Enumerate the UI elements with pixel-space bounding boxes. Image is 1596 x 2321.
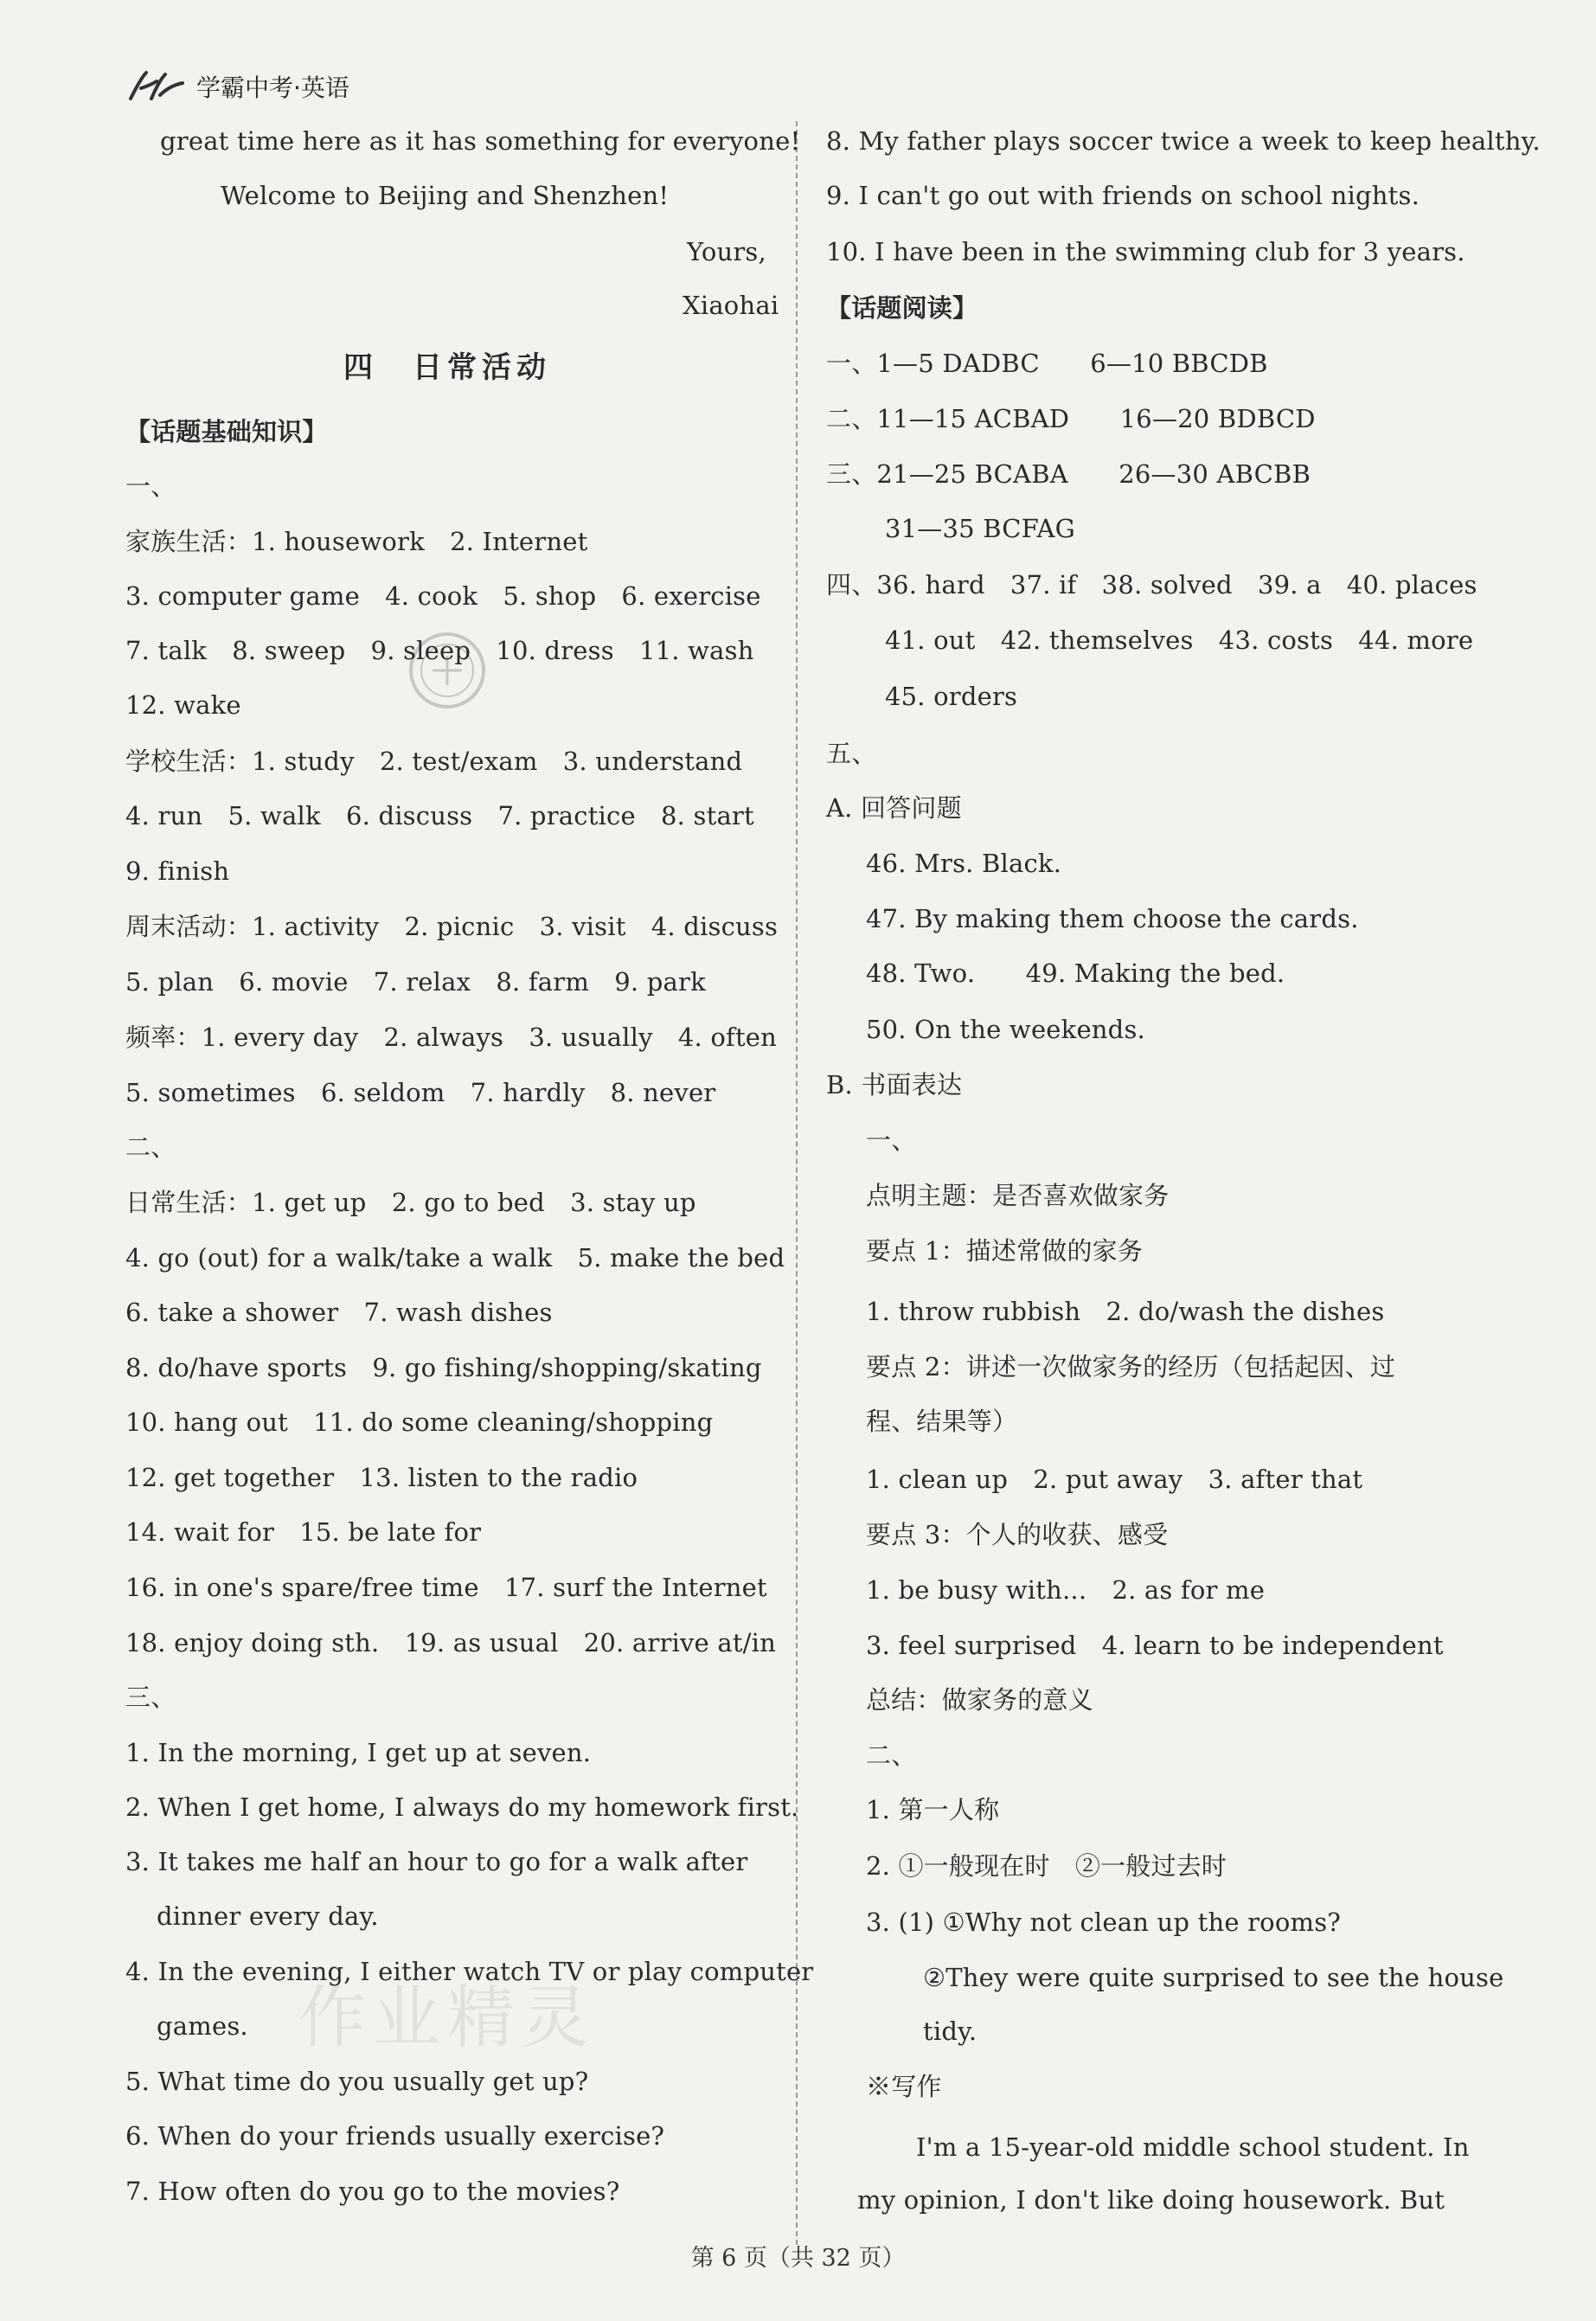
outline-line: tidy.: [923, 2016, 977, 2046]
vocab-line: 学校生活：1. study 2. test/exam 3. understand: [125, 747, 743, 776]
outline-line: 1. be busy with... 2. as for me: [866, 1575, 1266, 1605]
sentence-line: 9. I can't go out with friends on school nights.: [826, 181, 1420, 210]
subsection-heading: B. 书面表达: [826, 1070, 963, 1100]
outline-line: 点明主题：是否喜欢做家务: [866, 1181, 1170, 1210]
sentence-line: 8. My father plays soccer twice a week to keep healthy.: [826, 126, 1541, 156]
topic-heading: 【话题基础知识】: [125, 417, 328, 446]
answer-line: 47. By making them choose the cards.: [866, 904, 1359, 933]
watermark: 作业精灵: [298, 1979, 597, 2057]
vocab-line: 4. run 5. walk 6. discuss 7. practice 8. start: [125, 801, 754, 830]
phrase-line: 14. wait for 15. be late for: [125, 1517, 482, 1547]
part-heading: 五、: [826, 739, 877, 768]
phrase-line: 日常生活：1. get up 2. go to bed 3. stay up: [125, 1188, 696, 1217]
outline-line: 要点 1：描述常做的家务: [866, 1236, 1144, 1266]
answer-line: 二、11—15 ACBAD 16—20 BDBCD: [826, 404, 1316, 433]
essay-line: my opinion, I don't like doing housework. But: [857, 2185, 1445, 2215]
outline-line: 要点 3：个人的收获、感受: [866, 1520, 1169, 1549]
essay-line: I'm a 15-year-old middle school student. In: [916, 2132, 1470, 2162]
book-title: 学霸中考·英语: [196, 74, 349, 102]
vocab-line: 7. talk 8. sweep 9. sleep 10. dress 11. wash: [125, 636, 754, 665]
vocab-line: 5. plan 6. movie 7. relax 8. farm 9. park: [125, 967, 706, 997]
phrase-line: 18. enjoy doing sth. 19. as usual 20. arrive at/in: [125, 1628, 777, 1657]
phrase-line: 8. do/have sports 9. go fishing/shopping/skating: [125, 1353, 762, 1382]
letter-signature: Xiaohai: [683, 291, 779, 320]
letter-line: Welcome to Beijing and Shenzhen!: [221, 181, 670, 210]
subsection-heading: A. 回答问题: [826, 793, 962, 823]
outline-line: 1. clean up 2. put away 3. after that: [866, 1465, 1363, 1494]
sentence-line: 5. What time do you usually get up?: [125, 2067, 589, 2096]
phrase-line: 12. get together 13. listen to the radio: [125, 1463, 638, 1492]
phrase-line: 6. take a shower 7. wash dishes: [125, 1298, 553, 1327]
outline-line: 程、结果等）: [866, 1407, 1018, 1436]
answer-line: 四、36. hard 37. if 38. solved 39. a 40. places: [826, 570, 1477, 599]
outline-line: 3. (1) ①Why not clean up the rooms?: [866, 1907, 1342, 1937]
sentence-line: 7. How often do you go to the movies?: [125, 2177, 620, 2206]
topic-heading: 【话题阅读】: [826, 293, 978, 323]
writing-heading: ※写作: [866, 2072, 942, 2101]
page-number: 第 6 页（共 32 页）: [690, 2245, 906, 2272]
answer-line: 一、1—5 DADBC 6—10 BBCDB: [826, 349, 1268, 378]
sentence-line: games.: [157, 2011, 248, 2041]
answer-line: 三、21—25 BCABA 26—30 ABCBB: [826, 459, 1311, 489]
letter-line: great time here as it has something for everyone!: [160, 126, 801, 156]
phrase-line: 10. hang out 11. do some cleaning/shopping: [125, 1407, 714, 1437]
part-heading: 三、: [125, 1683, 176, 1712]
answer-line: 46. Mrs. Black.: [866, 849, 1062, 878]
answer-line: 50. On the weekends.: [866, 1015, 1145, 1044]
outline-line: 1. 第一人称: [866, 1795, 1000, 1824]
vocab-line: 频率：1. every day 2. always 3. usually 4. often: [125, 1023, 778, 1052]
vocab-line: 周末活动：1. activity 2. picnic 3. visit 4. discuss: [125, 912, 779, 941]
phrase-line: 4. go (out) for a walk/take a walk 5. make the bed: [125, 1243, 785, 1273]
letter-closing: Yours,: [687, 237, 766, 266]
part-heading: 二、: [125, 1132, 176, 1162]
outline-line: 3. feel surprised 4. learn to be independent: [866, 1631, 1444, 1660]
sentence-line: 1. In the morning, I get up at seven.: [125, 1738, 592, 1767]
answer-line: 31—35 BCFAG: [885, 514, 1075, 543]
page-header: [125, 67, 349, 106]
vocab-line: 12. wake: [125, 690, 241, 720]
publisher-logo-icon: [125, 69, 186, 104]
outline-line: 1. throw rubbish 2. do/wash the dishes: [866, 1297, 1385, 1326]
sentence-line: 3. It takes me half an hour to go for a walk after: [125, 1847, 748, 1876]
outline-line: 2. ①一般现在时 ②一般过去时: [866, 1851, 1227, 1881]
part-heading: 一、: [125, 471, 176, 501]
sentence-line: 6. When do your friends usually exercise?: [125, 2121, 665, 2151]
vocab-line: 5. sometimes 6. seldom 7. hardly 8. never: [125, 1078, 716, 1107]
part-heading: 二、: [866, 1741, 917, 1770]
answer-line: 41. out 42. themselves 43. costs 44. more: [885, 625, 1474, 655]
sentence-line: dinner every day.: [157, 1901, 379, 1931]
sentence-line: 10. I have been in the swimming club for 3 years.: [826, 237, 1465, 266]
vocab-line: 家族生活：1. housework 2. Internet: [125, 527, 588, 556]
outline-line: 总结：做家务的意义: [866, 1685, 1093, 1715]
vocab-line: 3. computer game 4. cook 5. shop 6. exercise: [125, 581, 761, 611]
sentence-line: 4. In the evening, I either watch TV or play computer: [125, 1957, 814, 1986]
phrase-line: 16. in one's spare/free time 17. surf the Internet: [125, 1573, 767, 1602]
sentence-line: 2. When I get home, I always do my homework first.: [125, 1792, 799, 1822]
answer-line: 48. Two. 49. Making the bed.: [866, 959, 1285, 988]
vocab-line: 9. finish: [125, 856, 230, 886]
outline-line: 要点 2：讲述一次做家务的经历（包括起因、过: [866, 1352, 1396, 1382]
column-divider: [796, 121, 798, 2245]
answer-line: 45. orders: [885, 682, 1018, 711]
outline-line: ②They were quite surprised to see the house: [923, 1963, 1504, 1992]
section-title: 四 日常活动: [343, 350, 551, 385]
part-heading: 一、: [866, 1125, 917, 1155]
